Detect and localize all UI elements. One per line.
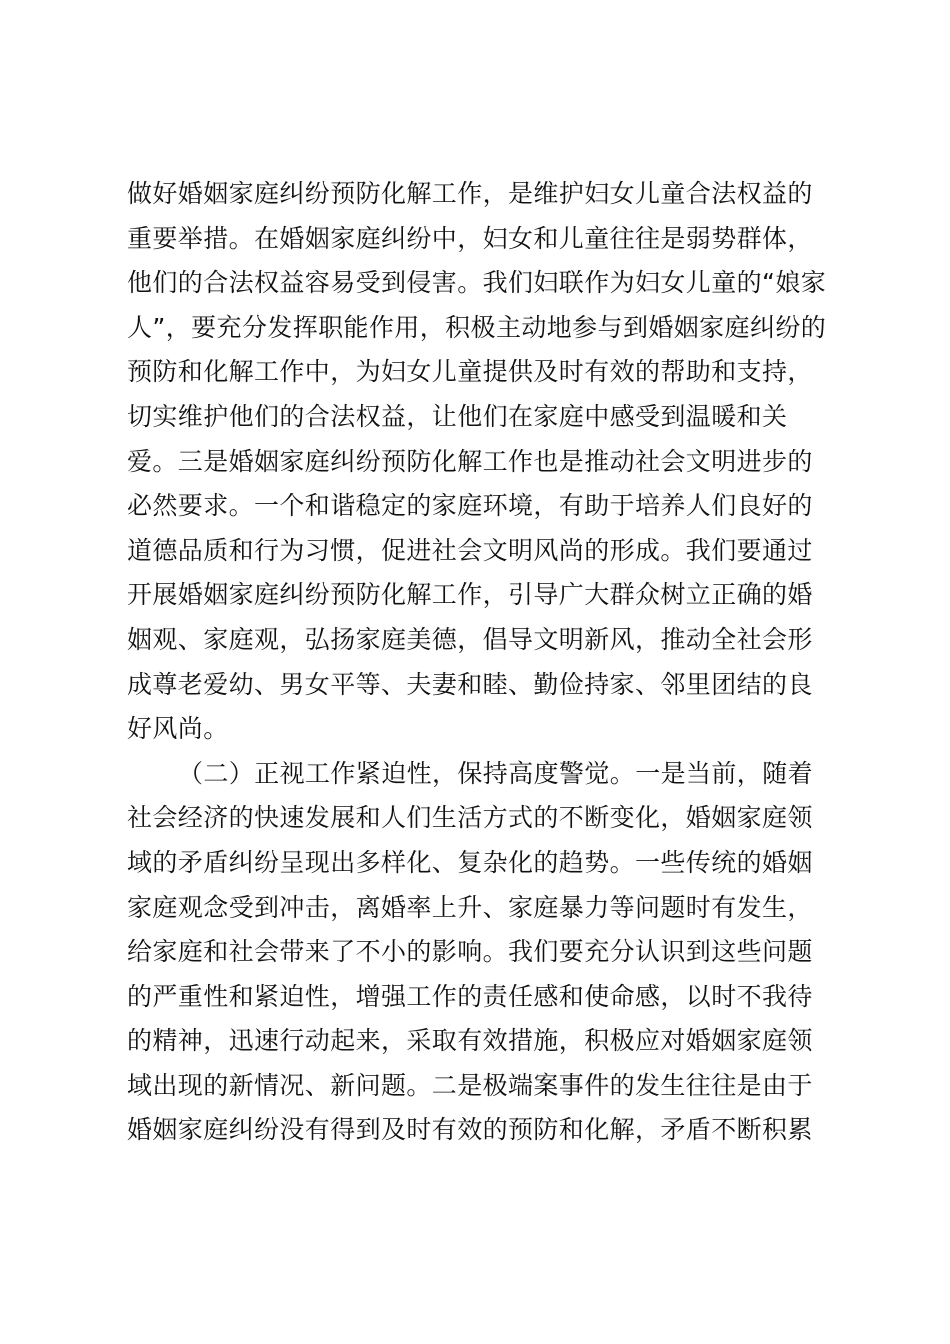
paragraph-line: 他们的合法权益容易受到侵害。我们妇联作为妇女儿童的“娘家	[127, 268, 827, 298]
paragraph-line: （二）正视工作紧迫性，保持高度警觉。一是当前，随着	[178, 758, 814, 788]
document-body	[127, 172, 827, 1153]
paragraph-line: 社会经济的快速发展和人们生活方式的不断变化，婚姻家庭领	[127, 803, 813, 833]
paragraph-2	[127, 752, 827, 1153]
paragraph-line: 切实维护他们的合法权益，让他们在家庭中感受到温暖和关	[127, 401, 788, 431]
paragraph-line: 爱。三是婚姻家庭纠纷预防化解工作也是推动社会文明进步的	[127, 446, 813, 476]
paragraph-line: 重要举措。在婚姻家庭纠纷中，妇女和儿童往往是弱势群体，	[127, 223, 813, 253]
paragraph-line: 成尊老爱幼、男女平等、夫妻和睦、勤俭持家、邻里团结的良	[127, 669, 813, 699]
paragraph-line: 必然要求。一个和谐稳定的家庭环境，有助于培养人们良好的	[127, 491, 813, 521]
paragraph-line: 开展婚姻家庭纠纷预防化解工作，引导广大群众树立正确的婚	[127, 580, 813, 610]
paragraph-line: 的精神，迅速行动起来，采取有效措施，积极应对婚姻家庭领	[127, 1026, 813, 1056]
paragraph-line: 人”，要充分发挥职能作用，积极主动地参与到婚姻家庭纠纷的	[127, 312, 827, 342]
paragraph-line: 预防和化解工作中，为妇女儿童提供及时有效的帮助和支持，	[127, 357, 813, 387]
paragraph-line: 给家庭和社会带来了不小的影响。我们要充分认识到这些问题	[127, 937, 813, 967]
paragraph-line: 姻观、家庭观，弘扬家庭美德，倡导文明新风，推动全社会形	[127, 624, 813, 654]
paragraph-line: 家庭观念受到冲击，离婚率上升、家庭暴力等问题时有发生，	[127, 892, 813, 922]
paragraph-line: 婚姻家庭纠纷没有得到及时有效的预防和化解，矛盾不断积累	[127, 1115, 813, 1145]
paragraph-line: 做好婚姻家庭纠纷预防化解工作，是维护妇女儿童合法权益的	[127, 179, 813, 208]
paragraph-line: 域出现的新情况、新问题。二是极端案事件的发生往往是由于	[127, 1070, 813, 1100]
paragraph-line: 域的矛盾纠纷呈现出多样化、复杂化的趋势。一些传统的婚姻	[127, 847, 813, 877]
paragraph-line: 道德品质和行为习惯，促进社会文明风尚的形成。我们要通过	[127, 535, 813, 565]
paragraph-line: 好风尚。	[127, 714, 229, 744]
paragraph-1	[127, 172, 827, 752]
paragraph-line: 的严重性和紧迫性，增强工作的责任感和使命感，以时不我待	[127, 981, 813, 1011]
